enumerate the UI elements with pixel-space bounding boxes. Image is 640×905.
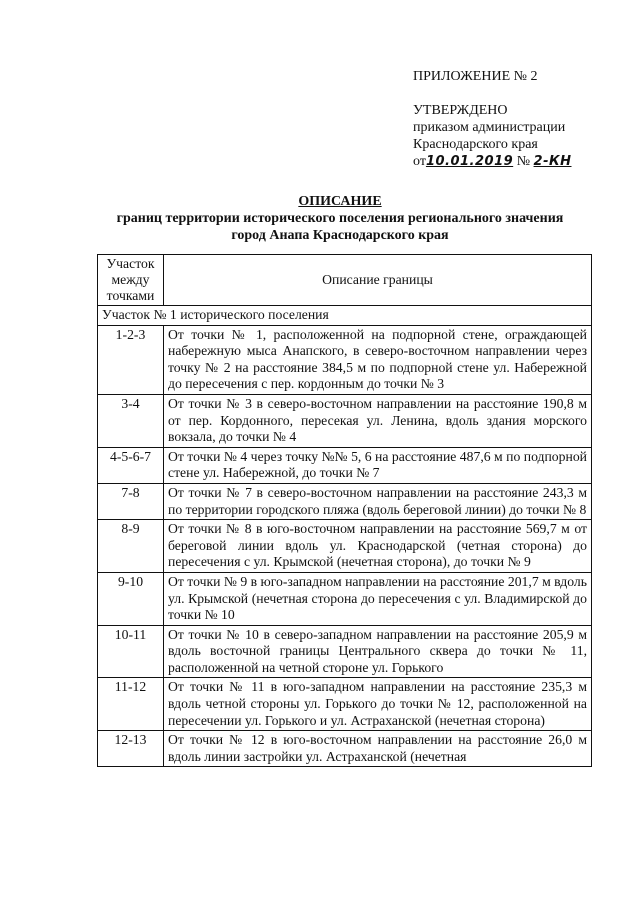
table-header — [98, 255, 592, 306]
appendix-label: ПРИЛОЖЕНИЕ № 2 — [413, 69, 538, 84]
row-text: От точки № 4 через точку №№ 5, 6 на расстояние 487,6 м по подпорной стене ул. Набережной, до точки № 7 — [164, 447, 592, 483]
table-row — [98, 325, 592, 394]
title-main: ОПИСАНИЕ — [298, 194, 382, 209]
section-row — [98, 306, 592, 326]
table-row — [98, 625, 592, 678]
row-points: 9-10 — [98, 572, 164, 625]
approved-label: УТВЕРЖДЕНО — [413, 103, 508, 118]
header-description: Описание границы — [164, 255, 592, 306]
from-label: от — [413, 154, 426, 169]
order-line-1: приказом администрации — [413, 120, 566, 135]
title-line-1: границ территории исторического поселения регионального значения — [116, 211, 564, 226]
order-line-2: Краснодарского края — [413, 137, 538, 152]
row-text: От точки № 8 в юго-восточном направлении на расстояние 569,7 м от береговой линии вдоль ул. Краснодарской (четная сторона) до пересечения с ул. Крымской (нечетная сторона), до точки № 9 — [164, 520, 592, 573]
document-title — [90, 193, 590, 244]
table-row — [98, 394, 592, 447]
title-line-2: город Анапа Краснодарского края — [231, 228, 449, 243]
number-label: № — [516, 154, 531, 169]
row-points: 11-12 — [98, 678, 164, 731]
order-date-number — [413, 153, 628, 170]
row-points: 8-9 — [98, 520, 164, 573]
handwritten-number: 2-КН — [533, 154, 572, 169]
header-points: Участок между точками — [98, 255, 164, 306]
row-points: 7-8 — [98, 483, 164, 519]
row-points: 4-5-6-7 — [98, 447, 164, 483]
row-text: От точки № 12 в юго-восточном направлении на расстояние 26,0 м вдоль линии застройки ул. Астраханской (нечетная — [164, 731, 592, 767]
table-row — [98, 572, 592, 625]
section-label: Участок № 1 исторического поселения — [98, 306, 592, 326]
table-row — [98, 678, 592, 731]
approval-block — [413, 68, 628, 170]
row-points: 12-13 — [98, 731, 164, 767]
table-row — [98, 447, 592, 483]
row-points: 1-2-3 — [98, 325, 164, 394]
row-text: От точки № 1, расположенной на подпорной стене, ограждающей набережную мыса Анапского, в северо-восточном направлении через точку № 2 на расстояние 384,5 м по подпорной стене ул. Набережной до пересечения с пер. кордонным до точки № 3 — [164, 325, 592, 394]
row-text: От точки № 10 в северо-западном направлении на расстояние 205,9 м вдоль восточной границы Центрального сквера до точки № 11, расположенной на четной стороне ул. Горького — [164, 625, 592, 678]
boundary-table — [97, 254, 592, 767]
table-row — [98, 520, 592, 573]
row-points: 3-4 — [98, 394, 164, 447]
row-points: 10-11 — [98, 625, 164, 678]
table-row — [98, 483, 592, 519]
table-row — [98, 731, 592, 767]
handwritten-date: 10.01.2019 — [425, 154, 514, 169]
row-text: От точки № 7 в северо-восточном направлении на расстояние 243,3 м по территории городского пляжа (вдоль береговой линии) до точки № 8 — [164, 483, 592, 519]
row-text: От точки № 9 в юго-западном направлении на расстояние 201,7 м вдоль ул. Крымской (нечетная сторона до пересечения с ул. Владимирской до точки № 10 — [164, 572, 592, 625]
row-text: От точки № 3 в северо-восточном направлении на расстояние 190,8 м от пер. Кордонного, пересекая ул. Ленина, вдоль здания морского вокзала, до точки № 4 — [164, 394, 592, 447]
row-text: От точки № 11 в юго-западном направлении на расстояние 235,3 м вдоль четной стороны ул. Горького до точки № 12, расположенной на пересечении ул. Горького и ул. Астраханской (нечетная сторона) — [164, 678, 592, 731]
